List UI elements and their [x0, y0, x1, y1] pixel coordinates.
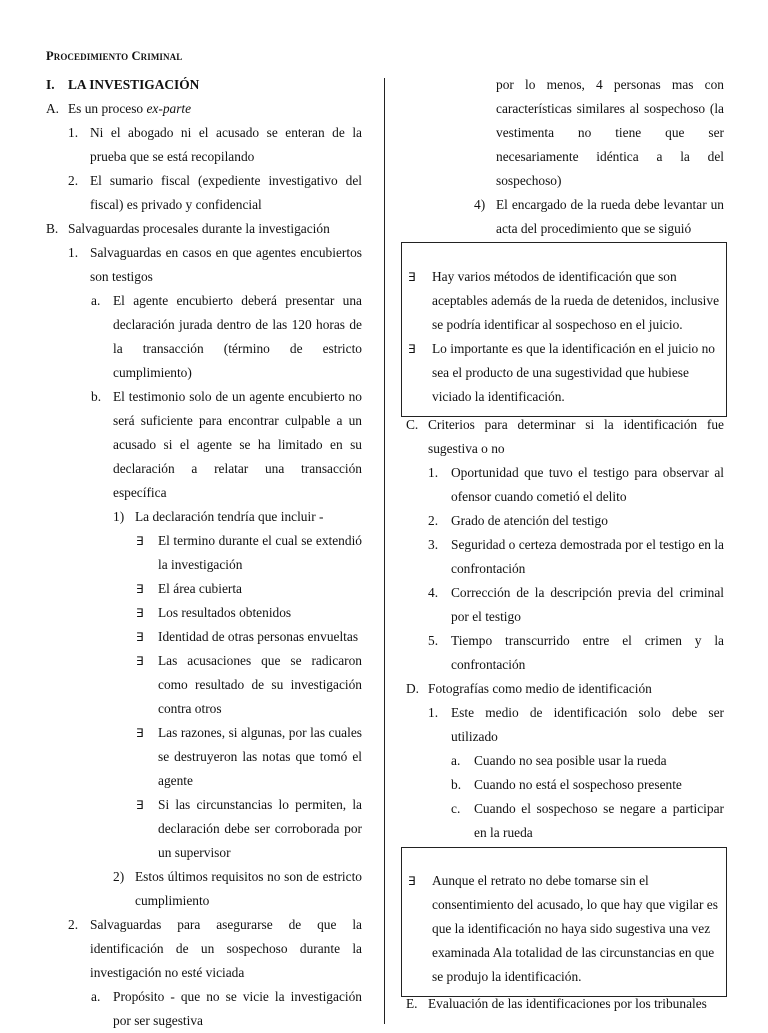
outline-item-C3	[406, 533, 724, 581]
outline-item-A	[46, 97, 362, 121]
bullet-text: Las acusaciones que se radicaron como resultado de su investigación contra otros	[158, 653, 362, 716]
item-text: El testimonio solo de un agente encubierto no será suficiente para encontrar culpable a un acusado si el agente se ha limitado en su declaración a relatar una transacción específica	[113, 389, 362, 500]
outline-item-B1	[46, 241, 362, 289]
exists-bullet-icon: ∃	[136, 606, 144, 620]
item-label: 1)	[113, 509, 125, 524]
outline-item-D1b	[406, 773, 724, 797]
left-column	[46, 73, 362, 1033]
item-label: A.	[46, 101, 60, 116]
outline-item-B1a	[46, 289, 362, 385]
item-text: Corrección de la descripción previa del criminal por el testigo	[451, 585, 724, 624]
exists-bullet-icon: ∃	[136, 534, 144, 548]
item-text: Seguridad o certeza demostrada por el testigo en la confrontación	[451, 537, 724, 576]
item-label: c.	[451, 801, 461, 816]
bullet-text: Las razones, si algunas, por las cuales se destruyeron las notas que tomó el agente	[158, 725, 362, 788]
item-label: 2.	[68, 917, 79, 932]
outline-item-B	[46, 217, 362, 241]
outline-item-B1b2	[46, 865, 362, 913]
item-label: 4.	[428, 585, 439, 600]
item-text: Cuando el sospechoso se negare a participar en la rueda	[474, 801, 724, 840]
exists-bullet-icon: ∃	[408, 874, 416, 888]
outline-item-B2	[46, 913, 362, 985]
outline-item-E	[406, 992, 724, 1016]
item-text: Criterios para determinar si la identificación fue sugestiva o no	[428, 417, 724, 456]
right-column	[406, 73, 724, 241]
bullet-item	[46, 793, 362, 865]
item-label: 1.	[428, 465, 439, 480]
item-text-italic: ex-parte	[146, 101, 192, 116]
bullet-item	[46, 601, 362, 625]
outline-item-C	[406, 413, 724, 461]
bullet-item	[46, 529, 362, 577]
item-label: C.	[406, 417, 419, 432]
note-item	[408, 265, 720, 337]
item-label: 4)	[474, 197, 486, 212]
outline-item-B1b1	[46, 505, 362, 529]
exists-bullet-icon: ∃	[136, 630, 144, 644]
item-label: 1.	[68, 245, 79, 260]
item-label: 2.	[68, 173, 79, 188]
item-label: a.	[91, 989, 101, 1004]
exists-bullet-icon: ∃	[136, 726, 144, 740]
item-label: D.	[406, 681, 420, 696]
continued-item	[406, 73, 724, 193]
item-text: Tiempo transcurrido entre el crimen y la confrontación	[451, 633, 724, 672]
outline-item-4	[406, 193, 724, 241]
bullet-item	[46, 721, 362, 793]
outline-item-B1b	[46, 385, 362, 505]
item-label: a.	[91, 293, 101, 308]
outline-item-D1a	[406, 749, 724, 773]
item-text: Grado de atención del testigo	[451, 513, 608, 528]
outline-item-C5	[406, 629, 724, 677]
item-text: por lo menos, 4 personas mas con características similares al sospechoso (la vestimenta no tiene que ser necesariamente idéntica a la del sospechoso)	[496, 77, 724, 188]
item-label: 1.	[428, 705, 439, 720]
bullet-text: Los resultados obtenidos	[158, 605, 292, 620]
outline-item-A1	[46, 121, 362, 169]
section-heading	[46, 73, 362, 97]
item-text: El agente encubierto deberá presentar una declaración jurada dentro de las 120 horas de la transacción (término de estricto cumplimiento)	[113, 293, 362, 380]
item-text: Cuando no sea posible usar la rueda	[474, 753, 667, 768]
item-text-plain: Es un proceso	[68, 101, 147, 116]
item-text: Salvaguardas procesales durante la investigación	[68, 221, 330, 236]
document-header: Procedimiento Criminal	[46, 49, 183, 63]
bullet-text: Si las circunstancias lo permiten, la declaración debe ser corroborada por un supervisor	[158, 797, 362, 860]
exists-bullet-icon: ∃	[408, 342, 416, 356]
note-text: Aunque el retrato no debe tomarse sin el consentimiento del acusado, lo que hay que vigilar es que la identificación no haya sido sugestiva una vez examinada Ala totalidad de las circunstancias en que se produjo la identificación.	[432, 873, 718, 984]
item-label: B.	[46, 221, 59, 236]
item-label: b.	[451, 777, 462, 792]
outline-item-D	[406, 677, 724, 701]
item-text	[68, 97, 362, 121]
exists-bullet-icon: ∃	[136, 582, 144, 596]
bullet-text: Identidad de otras personas envueltas	[158, 629, 359, 644]
right-column-bottom	[406, 992, 724, 1016]
section-label: I.	[46, 77, 55, 92]
bullet-item	[46, 577, 362, 601]
item-label: 3.	[428, 537, 439, 552]
note-text: Hay varios métodos de identificación que son aceptables además de la rueda de detenidos, inclusive se podría identificar al sospechoso en el juicio.	[432, 269, 720, 332]
item-text: Oportunidad que tuvo el testigo para observar al ofensor cuando cometió el delito	[451, 465, 724, 504]
item-text: Cuando no está el sospechoso presente	[474, 777, 682, 792]
item-text: Propósito - que no se vicie la investigación por ser sugestiva	[113, 989, 362, 1028]
bullet-item	[46, 625, 362, 649]
bullet-text: El termino durante el cual se extendió la investigación	[158, 533, 362, 572]
item-label: 5.	[428, 633, 439, 648]
exists-bullet-icon: ∃	[408, 270, 416, 284]
section-title: LA INVESTIGACIÓN	[68, 77, 200, 92]
item-text: Fotografías como medio de identificación	[428, 681, 652, 696]
item-label: b.	[91, 389, 102, 404]
outline-item-A2	[46, 169, 362, 217]
note-box	[401, 242, 727, 417]
column-divider	[384, 78, 385, 1024]
item-text: Estos últimos requisitos no son de estricto cumplimiento	[135, 869, 362, 908]
exists-bullet-icon: ∃	[136, 798, 144, 812]
item-text: El encargado de la rueda debe levantar un acta del procedimiento que se siguió	[496, 197, 724, 236]
item-text: Evaluación de las identificaciones por los tribunales	[428, 996, 707, 1011]
note-box	[401, 847, 727, 997]
bullet-item	[46, 649, 362, 721]
note-text: Lo importante es que la identificación en el juicio no sea el producto de una sugestividad que hubiese viciado la identificación.	[432, 341, 715, 404]
item-label: 1.	[68, 125, 79, 140]
exists-bullet-icon: ∃	[136, 654, 144, 668]
item-label: E.	[406, 996, 418, 1011]
bullet-text: El área cubierta	[158, 581, 243, 596]
item-label: a.	[451, 753, 461, 768]
outline-item-C2	[406, 509, 724, 533]
item-text: Salvaguardas para asegurarse de que la identificación de un sospechoso durante la investigación no esté viciada	[90, 917, 362, 980]
outline-item-C1	[406, 461, 724, 509]
item-text: Este medio de identificación solo debe ser utilizado	[451, 705, 724, 744]
outline-item-D1	[406, 701, 724, 749]
item-text: Ni el abogado ni el acusado se enteran de la prueba que se está recopilando	[90, 125, 362, 164]
note-item	[408, 869, 720, 989]
item-text: Salvaguardas en casos en que agentes encubiertos son testigos	[90, 245, 362, 284]
item-label: 2.	[428, 513, 439, 528]
outline-item-B2a	[46, 985, 362, 1033]
item-text: El sumario fiscal (expediente investigativo del fiscal) es privado y confidencial	[90, 173, 362, 212]
outline-item-D1c	[406, 797, 724, 845]
right-column-middle	[406, 413, 724, 845]
note-item	[408, 337, 720, 409]
outline-item-C4	[406, 581, 724, 629]
item-text: La declaración tendría que incluir -	[135, 509, 324, 524]
item-label: 2)	[113, 869, 125, 884]
